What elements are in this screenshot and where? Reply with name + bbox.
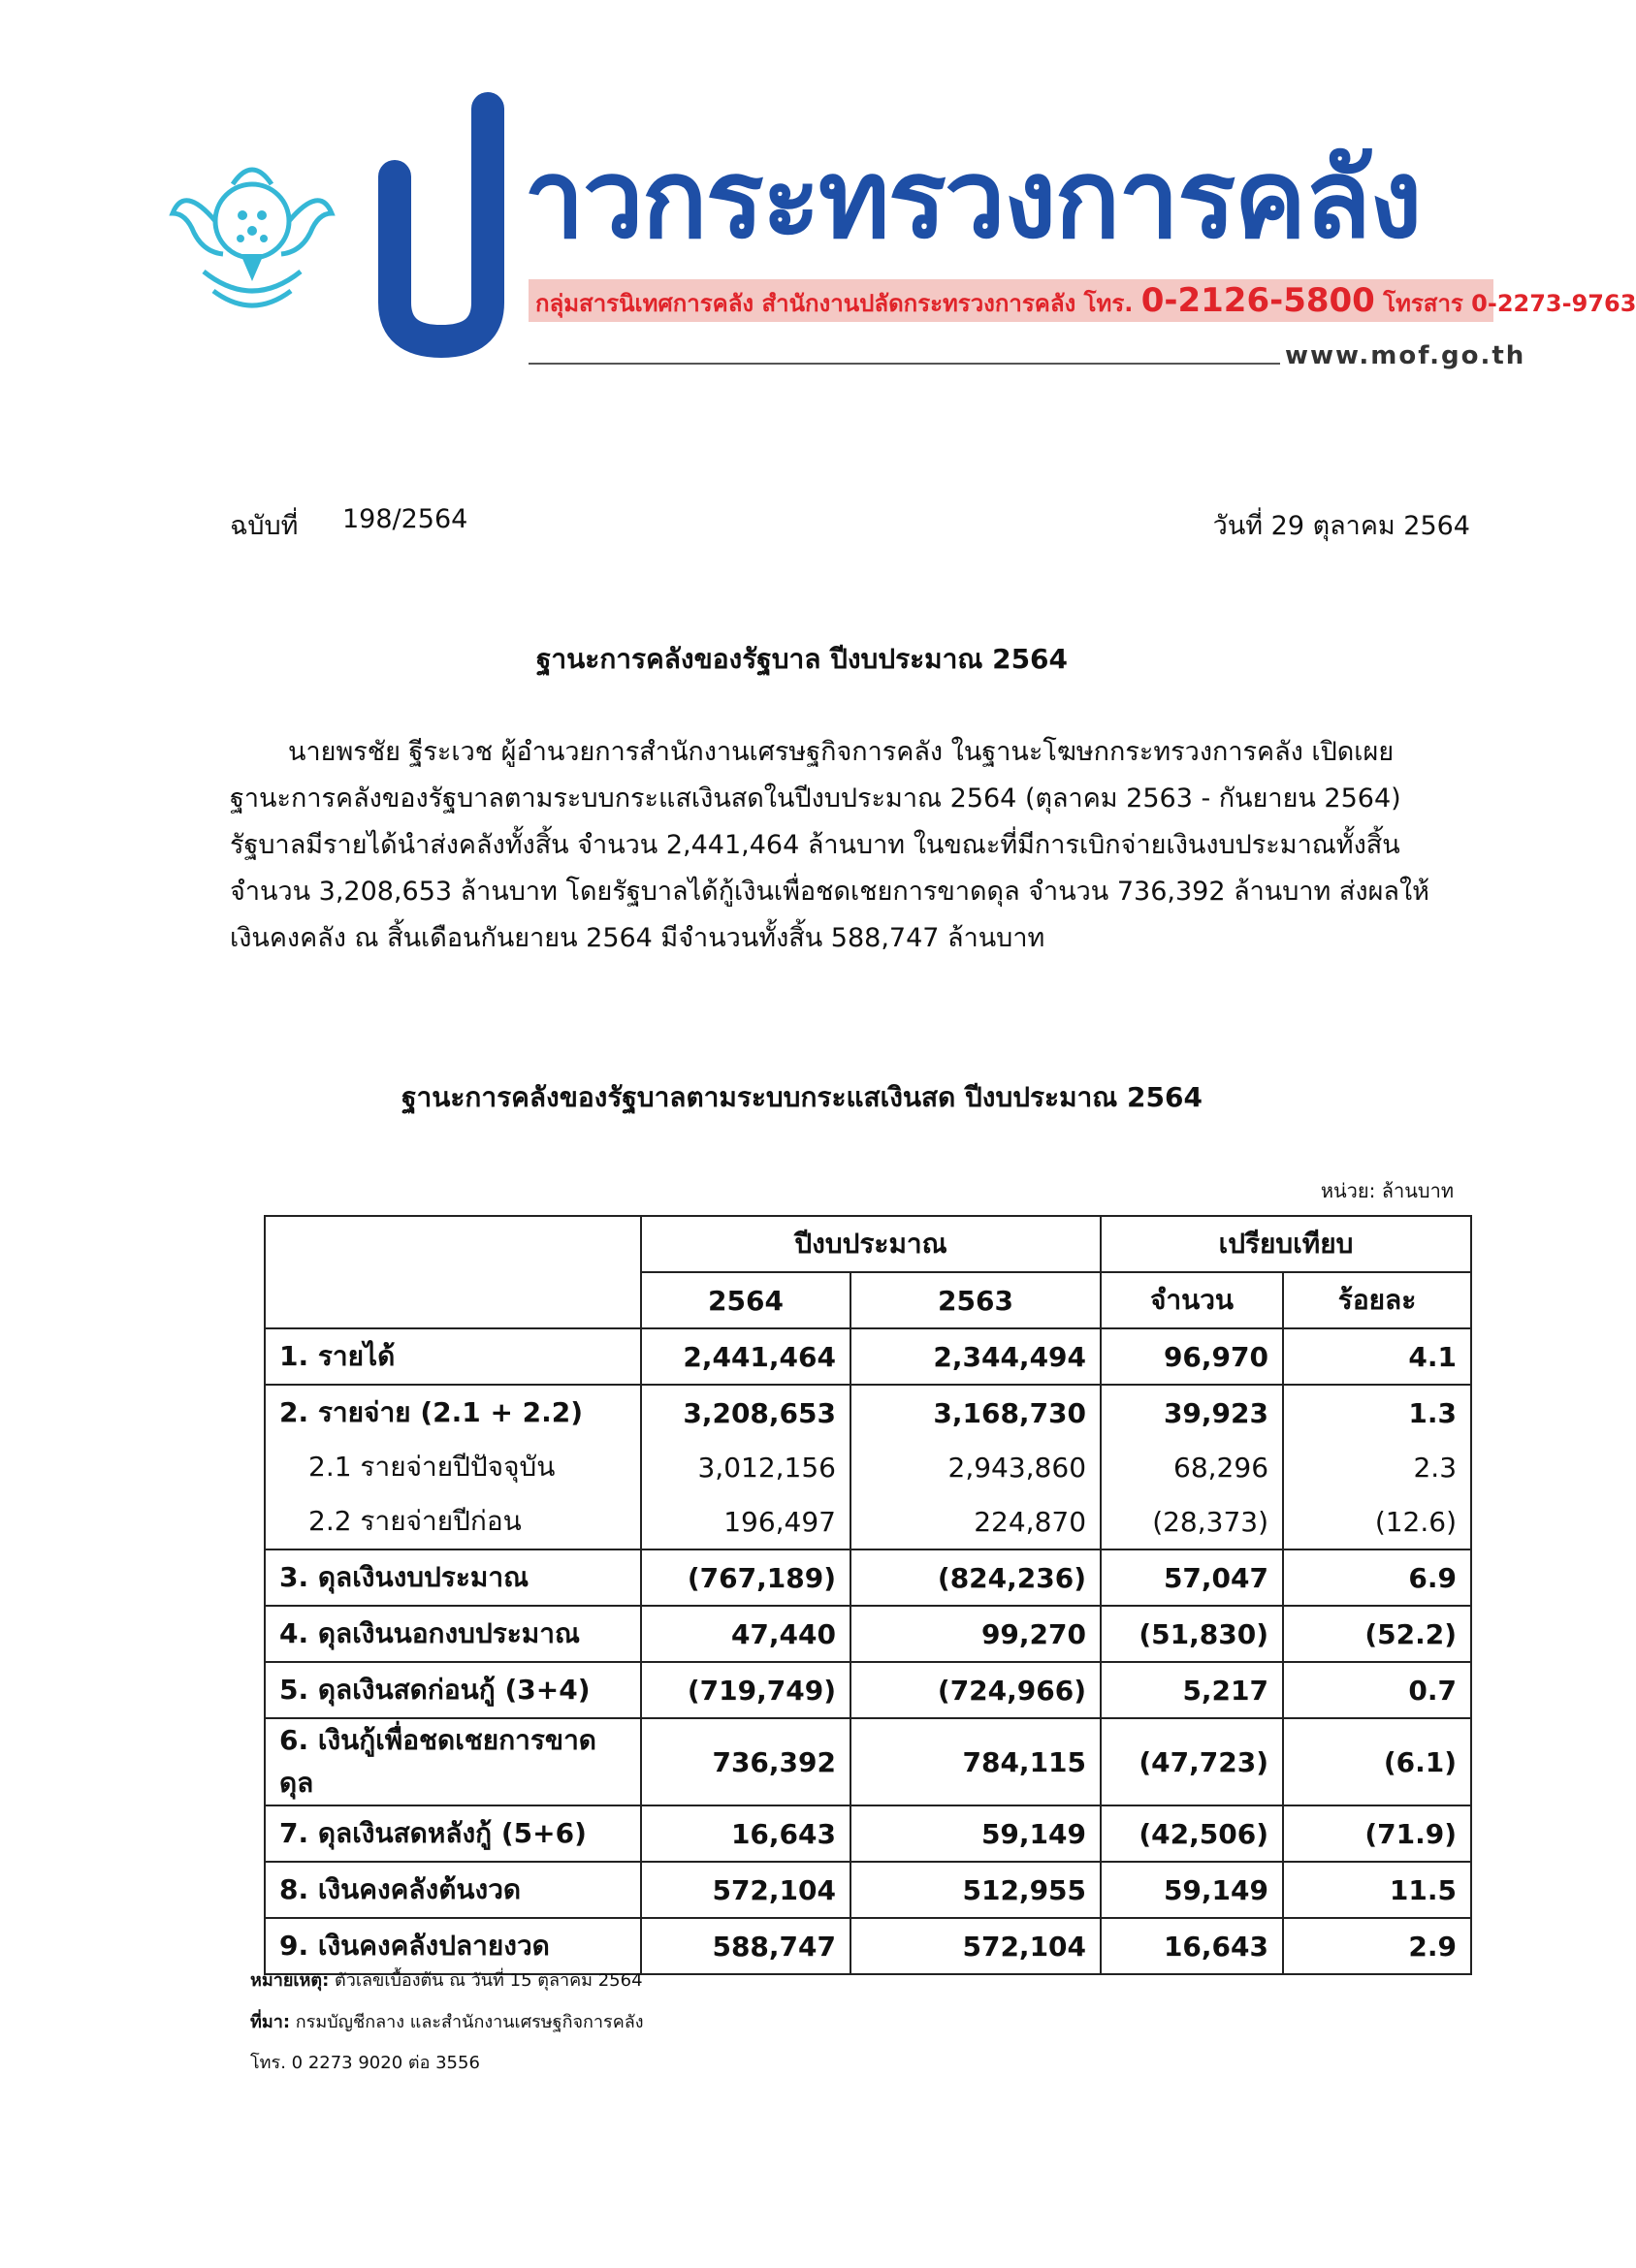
cell-diff: 39,923 (1101, 1385, 1283, 1440)
garuda-emblem-logo (165, 145, 339, 320)
row-label: 9. เงินคงคลังปลายงวด (265, 1918, 641, 1974)
footnote-remark (250, 1965, 643, 1994)
footnote-remark-label: หมายเหตุ: (250, 1970, 330, 1991)
footnote-remark-text: ตัวเลขเบื้องต้น ณ วันที่ 15 ตุลาคม 2564 (335, 1970, 643, 1991)
masthead-subtitle (535, 283, 1636, 321)
cell-2563: 572,104 (850, 1918, 1101, 1974)
cell-2564: 3,208,653 (641, 1385, 850, 1440)
cell-diff: 96,970 (1101, 1328, 1283, 1385)
cell-2564: 2,441,464 (641, 1328, 850, 1385)
table-row (265, 1805, 1471, 1862)
row-label: 1. รายได้ (265, 1328, 641, 1385)
table-row (265, 1606, 1471, 1662)
cell-2563: 3,168,730 (850, 1385, 1101, 1440)
cell-pct: 2.3 (1283, 1440, 1471, 1494)
issue-date: วันที่ 29 ตุลาคม 2564 (1212, 511, 1470, 541)
table-row (265, 1862, 1471, 1918)
table-row (265, 1662, 1471, 1718)
cell-2564: 572,104 (641, 1862, 850, 1918)
body-line: เงินคงคลัง ณ สิ้นเดือนกันยายน 2564 มีจำนวนทั้งสิ้น 588,747 ล้านบาท (230, 923, 1045, 953)
body-line: จำนวน 3,208,653 ล้านบาท โดยรัฐบาลได้กู้เงินเพื่อชดเชยการขาดดุล จำนวน 736,392 ล้านบาท ส่งผลให้ (230, 877, 1429, 907)
table-row (265, 1440, 1471, 1494)
cell-diff: 5,217 (1101, 1662, 1283, 1718)
cell-diff: 68,296 (1101, 1440, 1283, 1494)
cell-pct: (12.6) (1283, 1494, 1471, 1549)
issue-number: 198/2564 (342, 504, 468, 534)
masthead-sub-prefix: กลุ่มสารนิเทศการคลัง สำนักงานปลัดกระทรวงการคลัง โทร. (535, 290, 1134, 317)
cell-pct: (52.2) (1283, 1606, 1471, 1662)
header-2563: 2563 (850, 1272, 1101, 1328)
cell-2564: 3,012,156 (641, 1440, 850, 1494)
cell-pct: 1.3 (1283, 1385, 1471, 1440)
row-label: 3. ดุลเงินงบประมาณ (265, 1549, 641, 1606)
cell-diff: (28,373) (1101, 1494, 1283, 1549)
table-row (265, 1328, 1471, 1385)
row-label: 2.2 รายจ่ายปีก่อน (265, 1494, 641, 1549)
row-label: 2.1 รายจ่ายปีปัจจุบัน (265, 1440, 641, 1494)
masthead-sub-fax: โทรสาร 0-2273-9763 (1383, 290, 1636, 317)
cell-2564: 196,497 (641, 1494, 850, 1549)
cell-2563: (724,966) (850, 1662, 1101, 1718)
cell-2564: 16,643 (641, 1805, 850, 1862)
unit-note: หน่วย: ล้านบาท (1320, 1179, 1454, 1202)
cell-2564: (767,189) (641, 1549, 850, 1606)
masthead-sub-phone: 0-2126-5800 (1140, 281, 1375, 320)
cell-diff: 16,643 (1101, 1918, 1283, 1974)
header-fiscal-year: ปีงบประมาณ (641, 1216, 1101, 1272)
document-title: ฐานะการคลังของรัฐบาล ปีงบประมาณ 2564 (535, 643, 1069, 675)
cell-2564: 588,747 (641, 1918, 850, 1974)
row-label: 7. ดุลเงินสดหลังกู้ (5+6) (265, 1805, 641, 1862)
issue-label: ฉบับที่ (230, 511, 299, 541)
cell-2563: 512,955 (850, 1862, 1101, 1918)
cell-pct: 11.5 (1283, 1862, 1471, 1918)
table-row (265, 1549, 1471, 1606)
cell-pct: 2.9 (1283, 1918, 1471, 1974)
cell-pct: 4.1 (1283, 1328, 1471, 1385)
table-row (265, 1718, 1471, 1805)
cell-2563: 99,270 (850, 1606, 1101, 1662)
footnote-source-text: กรมบัญชีกลาง และสำนักงานเศรษฐกิจการคลัง (295, 2012, 644, 2032)
body-line: รัฐบาลมีรายได้นำส่งคลังทั้งสิ้น จำนวน 2,441,464 ล้านบาท ในขณะที่มีการเบิกจ่ายเงินงบประมาณทั้งสิ้น (230, 830, 1400, 860)
cell-2563: 59,149 (850, 1805, 1101, 1862)
table-row (265, 1385, 1471, 1440)
cell-pct: (6.1) (1283, 1718, 1471, 1805)
cell-2563: 224,870 (850, 1494, 1101, 1549)
cell-2564: (719,749) (641, 1662, 850, 1718)
cell-2564: 47,440 (641, 1606, 850, 1662)
masthead-url: www.mof.go.th (1285, 341, 1526, 370)
footnote-source-label: ที่มา: (250, 2012, 291, 2032)
masthead-title: าวกระทรวงการคลัง (524, 137, 1421, 263)
table-row (265, 1494, 1471, 1549)
header-amount: จำนวน (1101, 1272, 1283, 1328)
header-comparison: เปรียบเทียบ (1101, 1216, 1471, 1272)
fiscal-position-table (264, 1215, 1472, 1975)
cell-diff: (51,830) (1101, 1606, 1283, 1662)
row-label: 5. ดุลเงินสดก่อนกู้ (3+4) (265, 1662, 641, 1718)
header-percent: ร้อยละ (1283, 1272, 1471, 1328)
table-group-header-row (265, 1216, 1471, 1272)
cell-diff: (47,723) (1101, 1718, 1283, 1805)
cell-pct: 0.7 (1283, 1662, 1471, 1718)
footnote-phone: โทร. 0 2273 9020 ต่อ 3556 (250, 2053, 480, 2073)
row-label: 2. รายจ่าย (2.1 + 2.2) (265, 1385, 641, 1440)
footnote-source (250, 2007, 644, 2035)
row-label: 6. เงินกู้เพื่อชดเชยการขาดดุล (265, 1718, 641, 1805)
cell-diff: 57,047 (1101, 1549, 1283, 1606)
cell-pct: 6.9 (1283, 1549, 1471, 1606)
body-line: ฐานะการคลังของรัฐบาลตามระบบกระแสเงินสดในปีงบประมาณ 2564 (ตุลาคม 2563 - กันยายน 2564) (230, 783, 1401, 814)
row-label: 8. เงินคงคลังต้นงวด (265, 1862, 641, 1918)
body-paragraph (230, 729, 1469, 962)
cell-2563: 2,943,860 (850, 1440, 1101, 1494)
cell-diff: 59,149 (1101, 1862, 1283, 1918)
header-2564: 2564 (641, 1272, 850, 1328)
cell-diff: (42,506) (1101, 1805, 1283, 1862)
cell-2563: 2,344,494 (850, 1328, 1101, 1385)
table-header-blank (265, 1216, 641, 1328)
cell-2563: (824,236) (850, 1549, 1101, 1606)
row-label: 4. ดุลเงินนอกงบประมาณ (265, 1606, 641, 1662)
masthead-big-letter (373, 109, 538, 351)
cell-pct: (71.9) (1283, 1805, 1471, 1862)
masthead-divider (529, 363, 1280, 365)
body-line: นายพรชัย ฐีระเวช ผู้อำนวยการสำนักงานเศรษฐกิจการคลัง ในฐานะโฆษกกระทรวงการคลัง เปิดเผย (288, 737, 1395, 767)
cell-2563: 784,115 (850, 1718, 1101, 1805)
table-title: ฐานะการคลังของรัฐบาลตามระบบกระแสเงินสด ปีงบประมาณ 2564 (401, 1081, 1203, 1113)
cell-2564: 736,392 (641, 1718, 850, 1805)
